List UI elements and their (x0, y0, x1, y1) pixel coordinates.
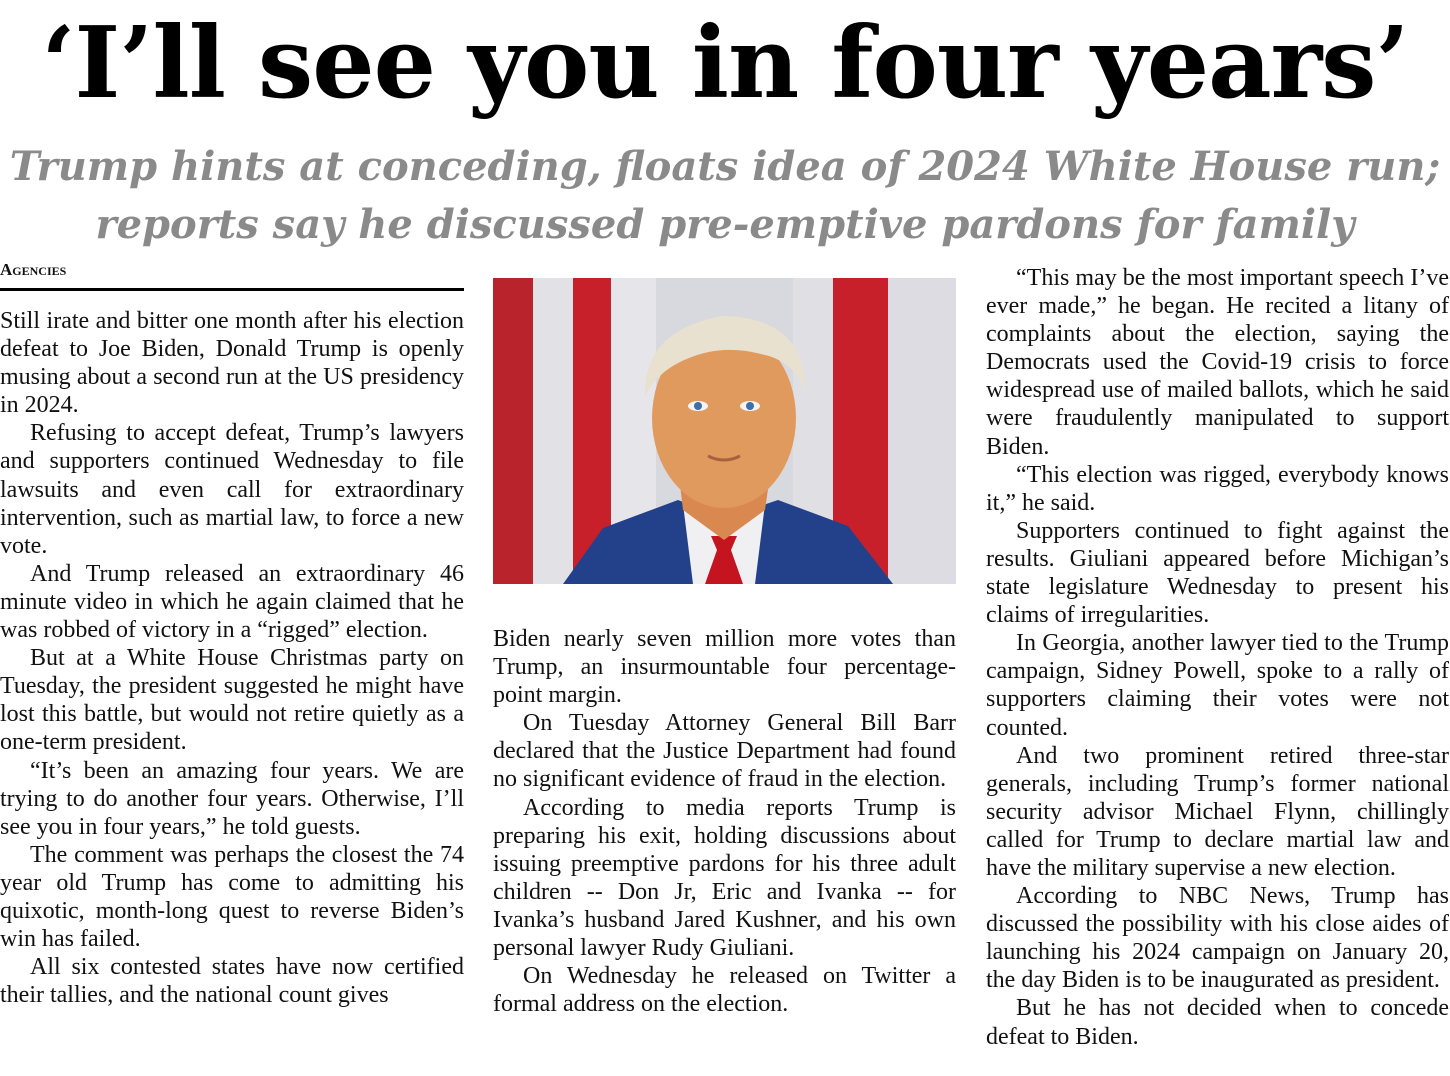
paragraph: In Georgia, another lawyer tied to the Trump campaign, Sidney Powell, spoke to a rally of supporters claiming their votes were not counted. (986, 630, 1449, 741)
paragraph: And Trump released an extraordinary 46 minute video in which he again claimed that he was robbed of victory in a “rigged” election. (0, 560, 464, 644)
paragraph: Still irate and bitter one month after his election defeat to Joe Biden, Donald Trump is openly musing about a second run at the US presidency in 2024. (0, 308, 464, 419)
paragraph: But at a White House Christmas party on Tuesday, the president suggested he might have lost this battle, but would not retire quietly as a one-term president. (0, 645, 464, 756)
paragraph: Biden nearly seven million more votes than Trump, an insurmountable four percentage-point margin. (493, 626, 956, 709)
portrait-photo-icon (493, 278, 956, 584)
portrait-photo (493, 278, 956, 584)
paragraph: On Wednesday he released on Twitter a formal address on the election. (493, 963, 956, 1018)
paragraph: The comment was perhaps the closest the 74 year old Trump has come to admitting his quixotic, month-long quest to reverse Biden’s win has failed. (0, 841, 464, 953)
article-column-2 (493, 625, 956, 1018)
paragraph: “This may be the most important speech I’ve ever made,” he began. He recited a litany of complaints about the election, saying the Democrats used the Covid-19 crisis to force widespread use of mailed ballots, which he said were fraudulently manipulated to support Biden. (986, 265, 1449, 460)
paragraph: According to NBC News, Trump has discussed the possibility with his close aides of launching his 2024 campaign on January 20, the day Biden is to be inaugurated as president. (986, 883, 1449, 994)
paragraph: And two prominent retired three-star generals, including Trump’s former national security advisor Michael Flynn, chillingly called for Trump to declare martial law and have the military supervise a new election. (986, 742, 1449, 881)
paragraph: “It’s been an amazing four years. We are trying to do another four years. Otherwise, I’ll see you in four years,” he told guests. (0, 757, 464, 840)
headline: ‘I’ll see you in four years’ (41, 6, 1409, 121)
subheadline (0, 138, 1450, 254)
paragraph: Supporters continued to fight against the results. Giuliani appeared before Michigan’s state legislature Wednesday to present his claims of irregularities. (986, 517, 1449, 629)
byline: Agencies (0, 258, 464, 291)
subhead-line-2: reports say he discussed pre-emptive pardons for family (95, 201, 1355, 248)
article-column-1 (0, 307, 464, 1009)
paragraph: According to media reports Trump is preparing his exit, holding discussions about issuing preemptive pardons for his three adult children -- Don Jr, Eric and Ivanka -- for Ivanka’s husband Jared Kushner, and his own personal lawyer Rudy Giuliani. (493, 794, 956, 962)
paragraph: All six contested states have now certified their tallies, and the national count gives (0, 954, 464, 1009)
article-column-3 (986, 264, 1449, 1051)
paragraph: But he has not decided when to concede defeat to Biden. (986, 995, 1449, 1050)
paragraph: On Tuesday Attorney General Bill Barr declared that the Justice Department had found no significant evidence of fraud in the election. (493, 710, 956, 793)
subhead-line-1: Trump hints at conceding, floats idea of 2024 White House run; (9, 143, 1441, 190)
paragraph: “This election was rigged, everybody knows it,” he said. (986, 461, 1449, 516)
paragraph: Refusing to accept defeat, Trump’s lawyers and supporters continued Wednesday to file lawsuits and even call for extraordinary intervention, such as martial law, to force a new vote. (0, 420, 464, 559)
